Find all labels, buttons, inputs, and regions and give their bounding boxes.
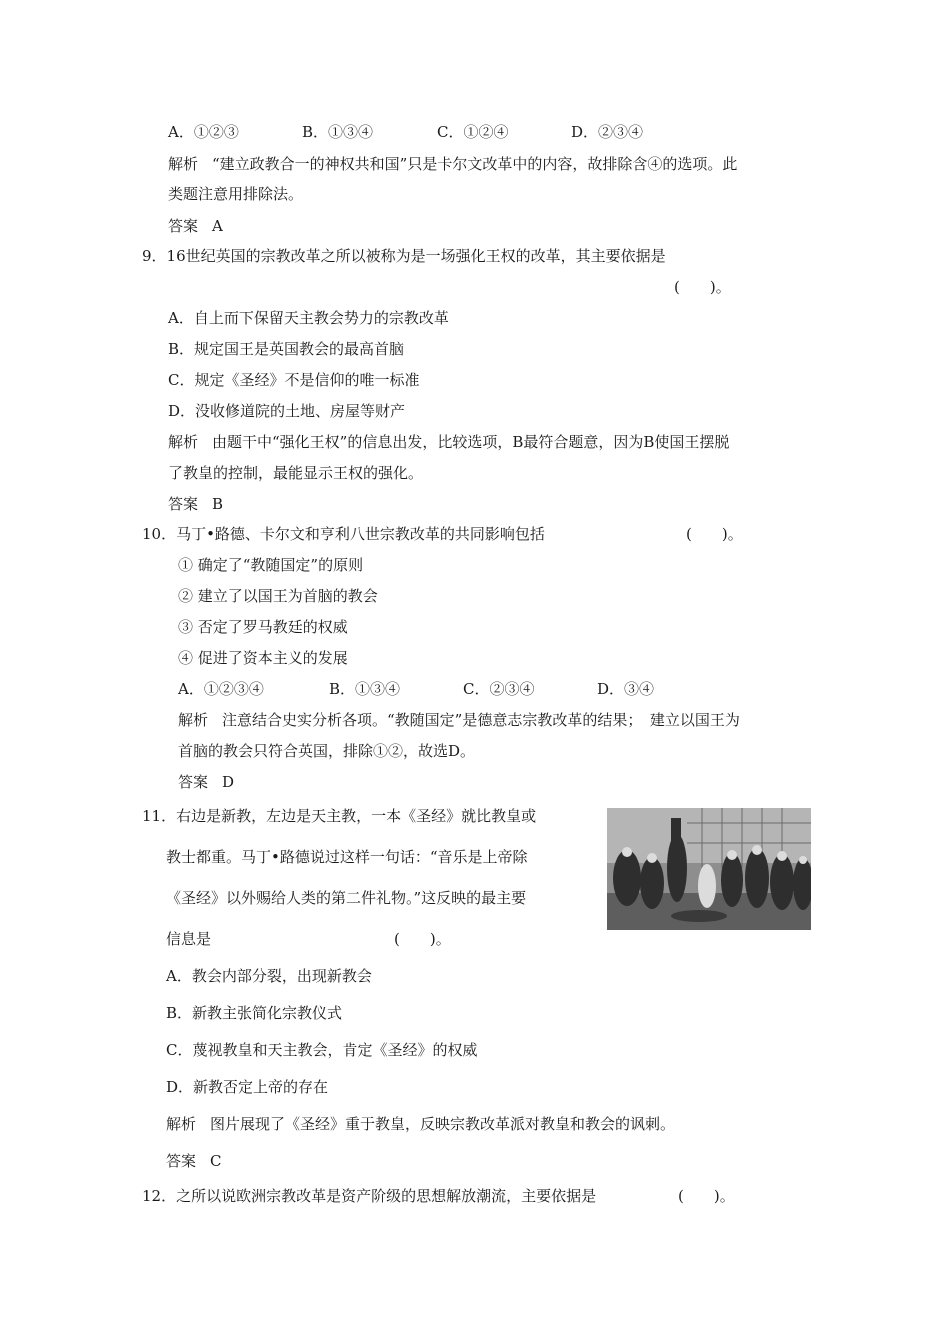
q11-blank: ( )。 bbox=[394, 930, 451, 948]
q12-blank: ( )。 bbox=[678, 1187, 735, 1205]
q8-option-b: B．①③④ bbox=[302, 123, 374, 141]
q11-option-d: D．新教否定上帝的存在 bbox=[166, 1078, 329, 1096]
q9-answer-label: 答案 bbox=[168, 495, 199, 513]
q11-answer-label: 答案 bbox=[166, 1152, 197, 1170]
q9-analysis-line-2: 了教皇的控制，最能显示王权的强化。 bbox=[168, 464, 424, 482]
q8-option-d: D．②③④ bbox=[571, 123, 644, 141]
q8-analysis-label: 解析 bbox=[168, 155, 199, 173]
q10-analysis-line-2: 首脑的教会只符合英国，排除①②，故选D。 bbox=[178, 742, 476, 760]
q9-blank: ( )。 bbox=[674, 278, 731, 296]
q9-answer-value: B bbox=[212, 495, 224, 513]
q11-option-a: A．教会内部分裂，出现新教会 bbox=[166, 967, 372, 985]
q10-blank: ( )。 bbox=[686, 525, 743, 543]
q9-analysis-label: 解析 bbox=[168, 433, 199, 451]
q10-option-d: D．③④ bbox=[597, 680, 655, 698]
q11-stem-line-4: 信息是 bbox=[166, 930, 212, 948]
q9-option-d: D．没收修道院的土地、房屋等财产 bbox=[168, 402, 406, 420]
q11-analysis-label: 解析 bbox=[166, 1115, 197, 1133]
q10-option-c: C．②③④ bbox=[463, 680, 535, 698]
q9-option-c: C．规定《圣经》不是信仰的唯一标准 bbox=[168, 371, 420, 389]
q8-answer-label: 答案 bbox=[168, 217, 199, 235]
q11-stem-line-2: 教士都重。马丁•路德说过这样一句话：“音乐是上帝除 bbox=[166, 848, 528, 866]
q10-option-a: A．①②③④ bbox=[178, 680, 264, 698]
q8-option-c: C．①②④ bbox=[437, 123, 509, 141]
q8-analysis-line-2: 类题注意用排除法。 bbox=[168, 185, 304, 203]
q10-item-4: ④ 促进了资本主义的发展 bbox=[178, 649, 348, 667]
q9-analysis-line-1: 由题干中“强化王权”的信息出发，比较选项，B最符合题意，因为B使国王摆脱 bbox=[212, 433, 730, 451]
q10-stem: 10．马丁•路德、卡尔文和亨利八世宗教改革的共同影响包括 bbox=[142, 525, 545, 543]
q8-analysis-line-1: “建立政教合一的神权共和国”只是卡尔文改革中的内容，故排除含④的选项。此 bbox=[212, 155, 738, 173]
q8-answer-value: A bbox=[212, 217, 223, 235]
q9-analysis bbox=[168, 432, 729, 452]
q10-item-2: ② 建立了以国王为首脑的教会 bbox=[178, 587, 378, 605]
q11-stem-line-3: 《圣经》以外赐给人类的第二件礼物。”这反映的最主要 bbox=[166, 889, 527, 907]
q11-option-c: C．蔑视教皇和天主教会，肯定《圣经》的权威 bbox=[166, 1041, 478, 1059]
q10-option-b: B．①③④ bbox=[329, 680, 401, 698]
q10-analysis bbox=[178, 710, 740, 730]
q10-analysis-label: 解析 bbox=[178, 711, 209, 729]
q11-analysis bbox=[166, 1114, 675, 1134]
q9-answer bbox=[168, 494, 223, 514]
q11-answer-value: C bbox=[210, 1152, 222, 1170]
q9-option-a: A．自上而下保留天主教会势力的宗教改革 bbox=[168, 309, 449, 327]
q11-illustration bbox=[607, 808, 811, 930]
q11-option-b: B．新教主张简化宗教仪式 bbox=[166, 1004, 343, 1022]
q10-analysis-line-1: 注意结合史实分析各项。“教随国定”是德意志宗教改革的结果； 建立以国王为 bbox=[222, 711, 740, 729]
q8-option-a: A．①②③ bbox=[168, 123, 239, 141]
q12-stem: 12．之所以说欧洲宗教改革是资产阶级的思想解放潮流，主要依据是 bbox=[142, 1187, 597, 1205]
q8-answer bbox=[168, 216, 223, 236]
q10-item-1: ① 确定了“教随国定”的原则 bbox=[178, 556, 364, 574]
q11-stem-line-1: 11．右边是新教，左边是天主教，一本《圣经》就比教皇或 bbox=[142, 807, 537, 825]
q9-option-b: B．规定国王是英国教会的最高首脑 bbox=[168, 340, 405, 358]
q8-analysis bbox=[168, 154, 737, 174]
q11-answer bbox=[166, 1151, 222, 1171]
q10-answer-label: 答案 bbox=[178, 773, 209, 791]
q10-item-3: ③ 否定了罗马教廷的权威 bbox=[178, 618, 348, 636]
q10-answer-value: D bbox=[222, 773, 235, 791]
q11-analysis-line-1: 图片展现了《圣经》重于教皇，反映宗教改革派对教皇和教会的讽刺。 bbox=[210, 1115, 676, 1133]
q10-answer bbox=[178, 772, 234, 792]
q9-stem: 9．16世纪英国的宗教改革之所以被称为是一场强化王权的改革，其主要依据是 bbox=[142, 247, 666, 265]
